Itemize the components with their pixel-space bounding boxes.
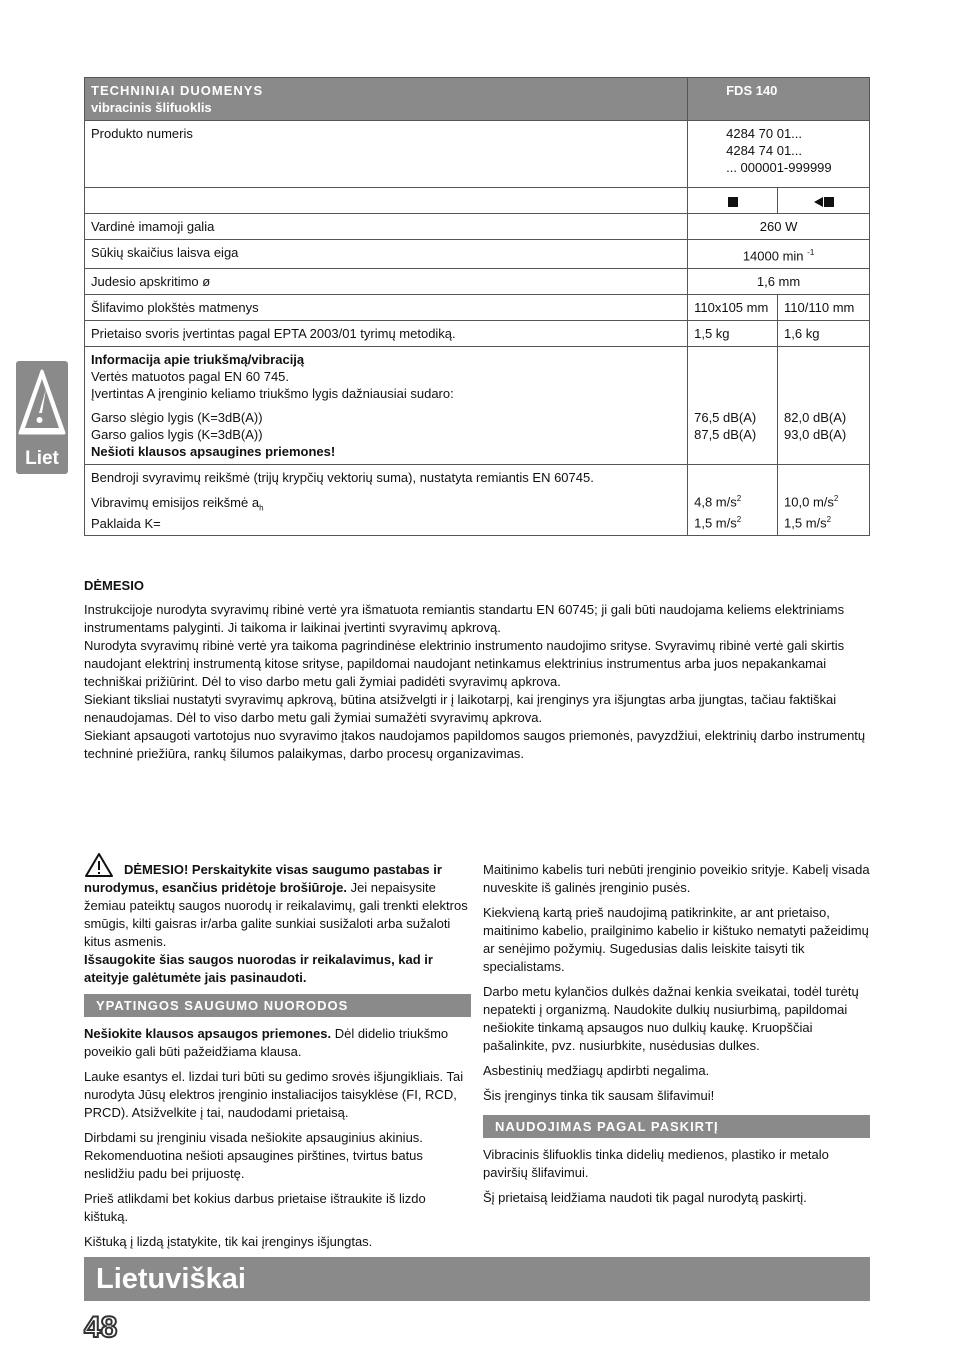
table-row bbox=[85, 121, 870, 188]
table-row bbox=[85, 347, 870, 465]
speed-unit-sup: -1 bbox=[807, 248, 815, 257]
attention-title: DĖMESIO bbox=[84, 578, 144, 593]
noise-line-2: Įvertintas A įrenginio keliamo triukšmo lygis dažniausiai sudaro: bbox=[91, 386, 454, 402]
table-header-row bbox=[85, 78, 870, 121]
page-number: 48 bbox=[84, 1311, 118, 1344]
orbit-label: Judesio apskritimo ø bbox=[85, 269, 688, 295]
pad-value-1: 110x105 mm bbox=[688, 295, 778, 321]
safety-paragraph: Asbestinių medžiagų apdirbti negalima. bbox=[483, 1063, 710, 1078]
noise-line-1: Vertės matuotos pagal EN 60 745. bbox=[91, 369, 290, 385]
speed-label: Sūkių skaičius laisva eiga bbox=[85, 240, 688, 269]
power-label: Vardinė imamoji galia bbox=[85, 214, 688, 240]
left-column bbox=[84, 852, 471, 1258]
square-icon bbox=[728, 197, 738, 207]
section-header-safety: YPATINGOS SAUGUMO NUORODOS bbox=[84, 994, 471, 1017]
safety-paragraph: Dirbdami su įrenginiu visada nešiokite apsauginius akinius. Rekomenduotina nešioti apsaugines pirštines, tvirtus batus neslidžiu padu bei prijuostę. bbox=[84, 1130, 423, 1181]
language-title: Lietuviškai bbox=[96, 1263, 246, 1295]
vibration-line-1: Bendroji svyravimų reikšmė (trijų krypčių vektorių suma), nustatyta remiantis EN 60745. bbox=[91, 470, 594, 486]
safety-paragraph: Lauke esantys el. lizdai turi būti su gedimo srovės išjungikliais. Tai nurodyta Jūsų elektros įrenginio instaliacijos taisyklėse (FI, RCD, PRCD). Atsižvelkite į tai, naudodami prietaisą. bbox=[84, 1069, 464, 1120]
language-side-tab bbox=[16, 361, 68, 474]
noise-wear-warning: Nešioti klausos apsaugines priemones! bbox=[91, 444, 336, 460]
pad-value-2: 110/110 mm bbox=[778, 295, 870, 321]
noise-power-1: 87,5 dB(A) bbox=[694, 427, 757, 443]
table-row bbox=[85, 214, 870, 240]
attention-paragraph: Siekiant tiksliai nustatyti svyravimų apkrovą, būtina atsižvelgti ir į laikotarpį, kai įrenginys yra išjungtas arba įjungtas, tačiau faktiškai nenaudojamas. Dėl to viso darbo metu gali žymiai sumažėti svyravimų apkrova. bbox=[84, 692, 837, 725]
section-header-intended-use: NAUDOJIMAS PAGAL PASKIRTĮ bbox=[483, 1115, 870, 1138]
noise-pressure-label: Garso slėgio lygis (K=3dB(A)) bbox=[91, 410, 263, 426]
vibration-tolerance-2: 1,5 m/s bbox=[784, 514, 827, 530]
unit-sup: 2 bbox=[736, 514, 742, 524]
vibration-tolerance-label: Paklaida K= bbox=[91, 515, 161, 531]
table-row bbox=[85, 295, 870, 321]
safety-paragraph: Kiekvieną kartą prieš naudojimą patikrinkite, ar ant prietaiso, maitinimo kabelio, prailginimo kabelio ir kištuko nematyti pažeidimų ar senėjimo požymių. Sugedusias dalis leiskite taisyti tik specialistams. bbox=[483, 905, 869, 974]
intended-use-paragraph: Šį prietaisą leidžiama naudoti tik pagal nurodytą paskirtį. bbox=[483, 1190, 807, 1205]
technical-data-table bbox=[84, 77, 870, 536]
pad-label: Šlifavimo plokštės matmenys bbox=[85, 295, 688, 321]
product-number-label: Produkto numeris bbox=[85, 121, 688, 188]
speed-value: 14000 min bbox=[742, 248, 804, 264]
safety-paragraph: Maitinimo kabelis turi nebūti įrenginio poveikio srityje. Kabelį visada nuveskite iš galinės įrenginio pusės. bbox=[483, 862, 870, 895]
side-tab-label: Liet bbox=[25, 448, 59, 469]
attention-block bbox=[84, 577, 870, 763]
ear-protection-text: Dėl didelio triukšmo poveikio gali būti pažeidžiama klausa. bbox=[84, 1026, 449, 1059]
vibration-emission-sub: h bbox=[259, 503, 264, 513]
unit-sup: 2 bbox=[833, 494, 839, 504]
table-row bbox=[85, 269, 870, 295]
safety-paragraph: Darbo metu kylančios dulkės dažnai kenkia sveikatai, todėl turėtų nepatekti į organizmą. Naudokite dulkių nusiurbimą, papildomai nešiokite tinkamą apsaugos nuo dulkių kaukę. Kruopščiai pašalinkite, pvz. nusiurbkite, nusėdusias dulkes. bbox=[483, 984, 859, 1053]
ear-protection-bold: Nešiokite klausos apsaugos priemones. bbox=[84, 1026, 332, 1041]
attention-paragraph: Nurodyta svyravimų ribinė vertė yra taikoma pagrindinėse elektrinio instrumento naudojimo srityse. Svyravimų ribinė vertė gali skirtis naudojant elektrinį instrumentą kitose srityse, papildomai naudojant netinkamus elektrinius instrumentus arba juos nepakankamai techniškai prižiūrint. Dėl to viso darbo metu gali žymiai padidėti svyravimų apkrova. bbox=[84, 638, 845, 689]
vibration-emission-label: Vibravimų emisijos reikšmė a bbox=[91, 495, 260, 511]
weight-label: Prietaiso svoris įvertintas pagal EPTA 2003/01 tyrimų metodiką. bbox=[85, 321, 688, 347]
noise-pressure-1: 76,5 dB(A) bbox=[694, 410, 757, 426]
language-bar bbox=[84, 1257, 870, 1301]
right-column bbox=[483, 861, 870, 1214]
warning-triangle-icon bbox=[84, 852, 114, 878]
vibration-emission-1: 4,8 m/s bbox=[694, 494, 737, 510]
table-row bbox=[85, 465, 870, 536]
unit-sup: 2 bbox=[826, 514, 832, 524]
noise-title: Informacija apie triukšmą/vibraciją bbox=[91, 352, 305, 368]
intended-use-paragraph: Vibracinis šlifuoklis tinka didelių medienos, plastiko ir metalo paviršių šlifavimui. bbox=[483, 1147, 829, 1180]
keep-instructions: Išsaugokite šias saugos nuorodas ir reikalavimus, kad ir ateityje galėtumėte jais pasinaudoti. bbox=[84, 952, 433, 985]
table-subtitle: vibracinis šlifuoklis bbox=[91, 100, 212, 115]
model-name: FDS 140 bbox=[688, 78, 870, 121]
product-number-2: 4284 74 01... bbox=[726, 143, 803, 158]
unit-sup: 2 bbox=[736, 494, 742, 504]
attention-paragraph: Siekiant apsaugoti vartotojus nuo svyravimo įtakos naudojamos papildomos saugos priemonės, pavyzdžiui, elektrinių darbo instrumentų techninė priežiūra, rankų šilumos palaikymas, darbo procesų organizavimas. bbox=[84, 728, 866, 761]
square-icon bbox=[824, 197, 834, 207]
arrow-left-icon bbox=[814, 197, 823, 207]
table-row bbox=[85, 188, 870, 214]
vibration-emission-2: 10,0 m/s bbox=[784, 494, 834, 510]
attention-paragraph: Instrukcijoje nurodyta svyravimų ribinė vertė yra išmatuota remiantis standartu EN 60745; ji gali būti naudojama keliems elektriniams instrumentams palyginti. Ji taikoma ir laikinai įvertinti svyravimų apkrovą. bbox=[84, 602, 845, 635]
noise-pressure-2: 82,0 dB(A) bbox=[784, 410, 847, 426]
vibration-tolerance-1: 1,5 m/s bbox=[694, 514, 737, 530]
noise-power-label: Garso galios lygis (K=3dB(A)) bbox=[91, 427, 263, 443]
product-number-3: ... 000001-999999 bbox=[726, 160, 832, 175]
table-row bbox=[85, 240, 870, 269]
table-row bbox=[85, 321, 870, 347]
safety-paragraph: Kištuką į lizdą įstatykite, tik kai įrenginys išjungtas. bbox=[84, 1234, 373, 1249]
safety-paragraph: Šis įrenginys tinka tik sausam šlifavimui! bbox=[483, 1088, 715, 1103]
weight-value-2: 1,6 kg bbox=[778, 321, 870, 347]
orbit-value: 1,6 mm bbox=[688, 269, 870, 295]
warning-icon bbox=[16, 365, 68, 445]
product-number-1: 4284 70 01... bbox=[726, 126, 803, 141]
warning-bold-text: DĖMESIO! Perskaitykite visas saugumo pastabas ir nurodymus, esančius pridėtoje brošiūroje. bbox=[84, 862, 442, 895]
safety-paragraph: Prieš atlikdami bet kokius darbus prietaise ištraukite iš lizdo kištuką. bbox=[84, 1191, 426, 1224]
noise-power-2: 93,0 dB(A) bbox=[784, 427, 847, 443]
warning-text: Jei nepaisysite žemiau pateiktų saugos nuorodų ir reikalavimų, gali trenkti elektros smūgis, kilti gaisras ir/arba galite sunkiai susižaloti arba sužaloti kitus asmenis. bbox=[84, 880, 468, 949]
table-title: TECHNINIAI DUOMENYS bbox=[91, 83, 264, 98]
weight-value-1: 1,5 kg bbox=[688, 321, 778, 347]
power-value: 260 W bbox=[688, 214, 870, 240]
